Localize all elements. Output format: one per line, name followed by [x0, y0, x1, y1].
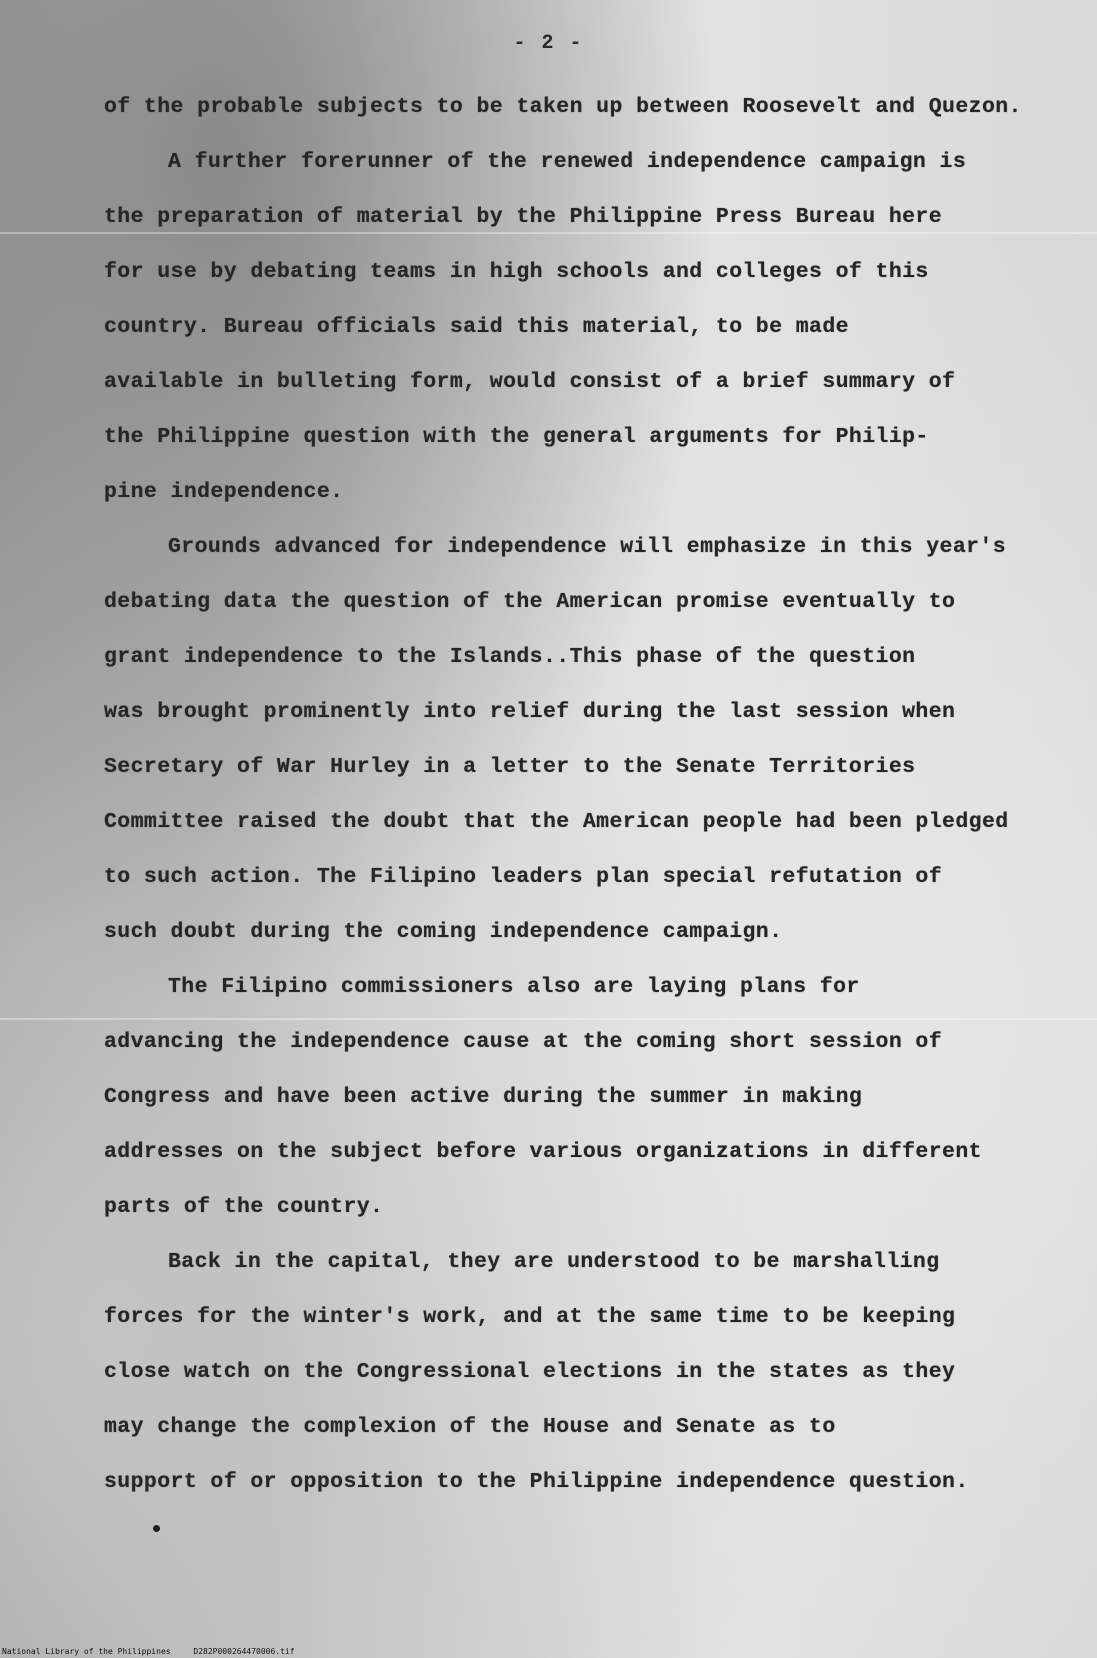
- text-line: of the probable subjects to be taken up between Roosevelt and Quezon.: [104, 95, 1022, 119]
- text-line: addresses on the subject before various organizations in different: [104, 1140, 982, 1164]
- text-line: A further forerunner of the renewed independence campaign is: [168, 150, 967, 174]
- text-line: debating data the question of the American promise eventually to: [104, 590, 956, 614]
- text-line: Congress and have been active during the summer in making: [104, 1085, 863, 1109]
- footer-library: National Library of the Philippines: [2, 1647, 171, 1656]
- text-line: forces for the winter's work, and at the same time to be keeping: [104, 1305, 956, 1329]
- text-line: country. Bureau officials said this material, to be made: [104, 315, 849, 339]
- text-line: pine independence.: [104, 480, 344, 504]
- text-line: support of or opposition to the Philippine independence question.: [104, 1470, 969, 1494]
- text-line: The Filipino commissioners also are laying plans for: [168, 975, 860, 999]
- text-line: advancing the independence cause at the coming short session of: [104, 1030, 943, 1054]
- text-line: available in bulleting form, would consist of a brief summary of: [104, 370, 956, 394]
- document-body: [104, 80, 1064, 1510]
- scan-footer: [2, 1647, 313, 1656]
- text-line: parts of the country.: [104, 1195, 384, 1219]
- text-line: the Philippine question with the general arguments for Philip-: [104, 425, 929, 449]
- text-line: to such action. The Filipino leaders plan special refutation of: [104, 865, 943, 889]
- text-line: close watch on the Congressional elections in the states as they: [104, 1360, 956, 1384]
- text-line: Back in the capital, they are understood to be marshalling: [168, 1250, 940, 1274]
- text-line: may change the complexion of the House and Senate as to: [104, 1415, 836, 1439]
- text-line: the preparation of material by the Philippine Press Bureau here: [104, 205, 943, 229]
- text-line: was brought prominently into relief during the last session when: [104, 700, 956, 724]
- page-number: - 2 -: [513, 32, 584, 55]
- text-line: Grounds advanced for independence will emphasize in this year's: [168, 535, 1007, 559]
- ink-speck: [153, 1525, 160, 1532]
- text-line: Committee raised the doubt that the American people had been pledged: [104, 810, 1009, 834]
- text-line: for use by debating teams in high schools and colleges of this: [104, 260, 929, 284]
- text-line: Secretary of War Hurley in a letter to the Senate Territories: [104, 755, 916, 779]
- text-line: grant independence to the Islands..This phase of the question: [104, 645, 916, 669]
- text-line: such doubt during the coming independence campaign.: [104, 920, 783, 944]
- footer-file-id: D282P000264470006.tif: [193, 1647, 295, 1656]
